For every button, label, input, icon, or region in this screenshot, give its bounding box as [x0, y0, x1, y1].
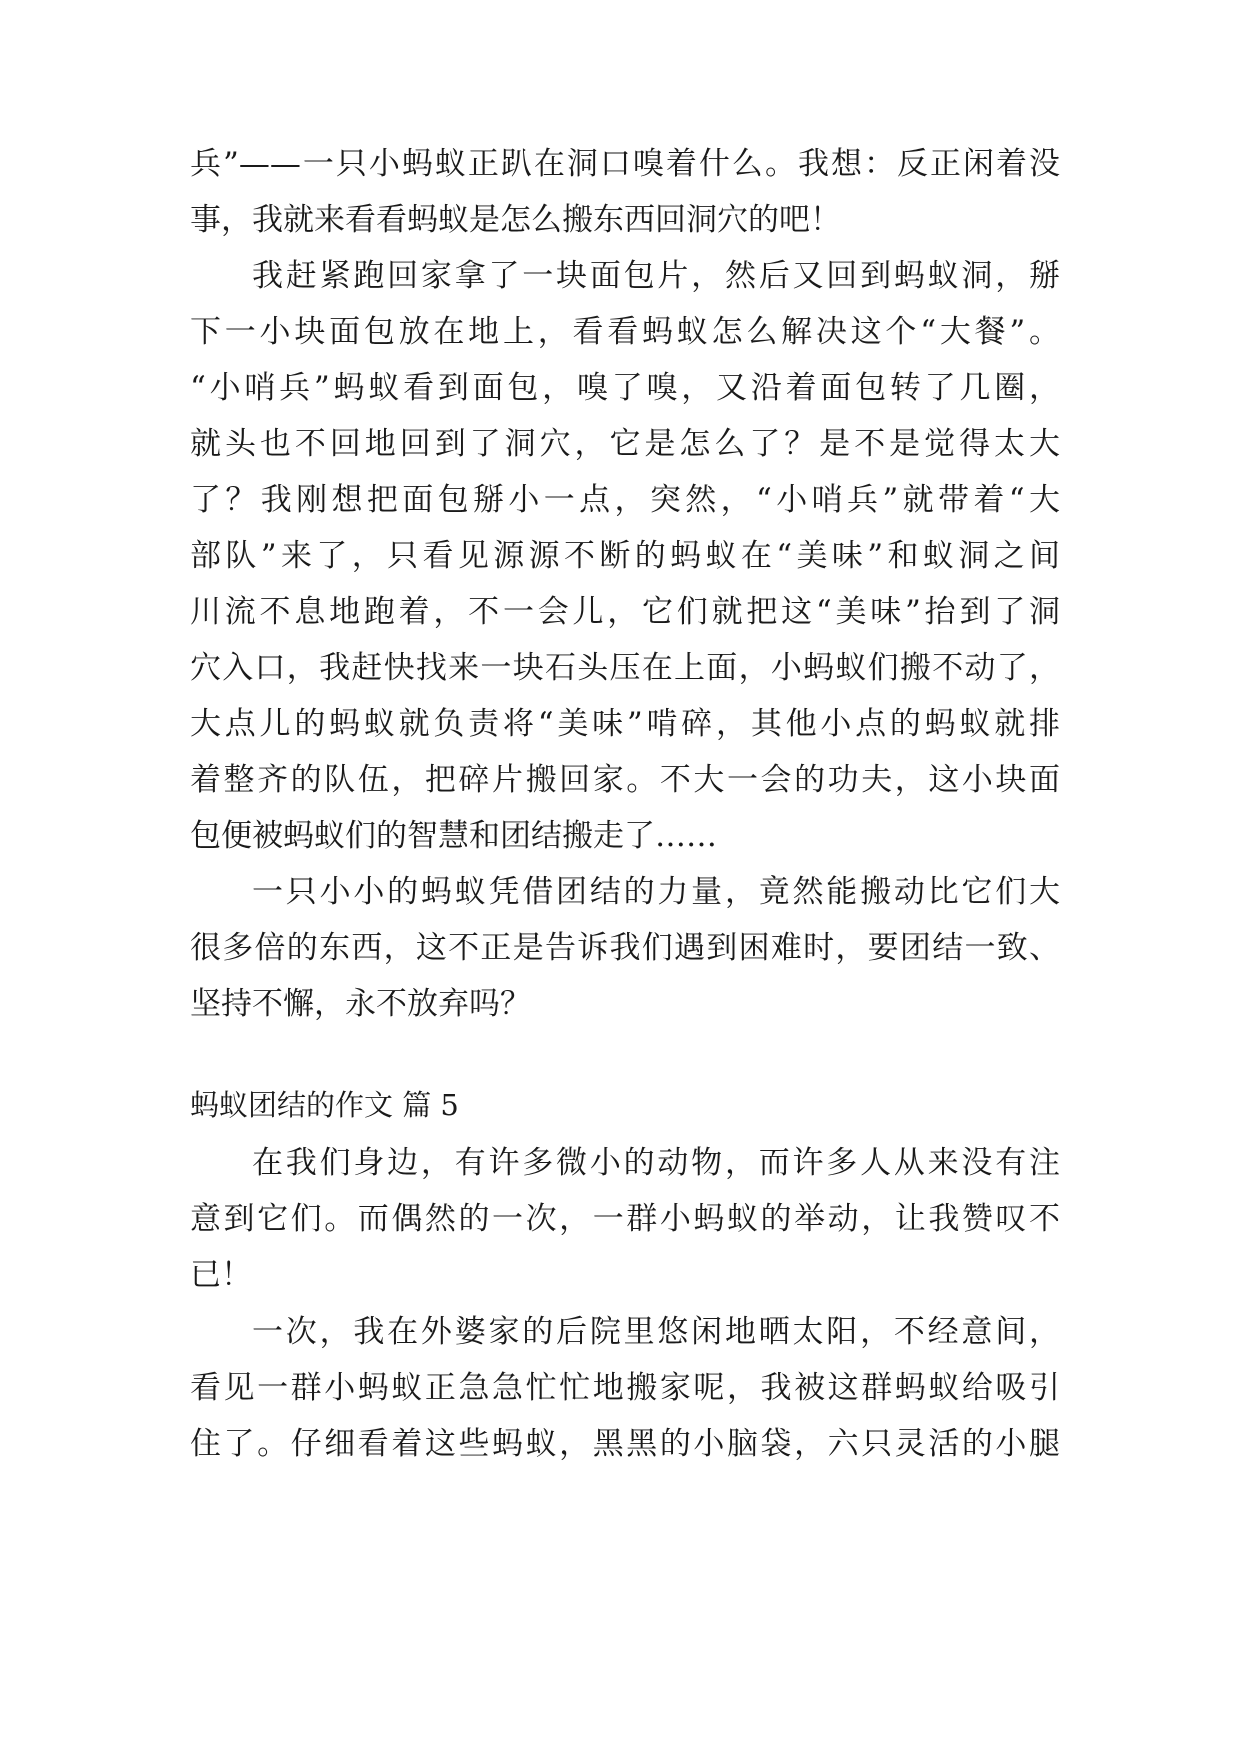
paragraph-line: 川流不息地跑着，不一会儿，它们就把这“美味”抬到了洞: [190, 594, 1060, 630]
paragraph-line: 包便被蚂蚁们的智慧和团结搬走了……: [190, 818, 717, 854]
paragraph-line: 事，我就来看看蚂蚁是怎么搬东西回洞穴的吧！: [190, 202, 841, 238]
paragraph-line: 兵”——一只小蚂蚁正趴在洞口嗅着什么。我想：反正闲着没: [190, 146, 1060, 182]
paragraph-line: 部队”来了，只看见源源不断的蚂蚁在“美味”和蚁洞之间: [190, 538, 1060, 574]
paragraph-line: 下一小块面包放在地上，看看蚂蚁怎么解决这个“大餐”。: [190, 314, 1060, 350]
paragraph-line: 穴入口，我赶快找来一块石头压在上面，小蚂蚁们搬不动了，: [190, 650, 1060, 686]
paragraph-line: 很多倍的东西，这不正是告诉我们遇到困难时，要团结一致、: [190, 930, 1060, 966]
paragraph-line: 坚持不懈，永不放弃吗？: [190, 986, 531, 1022]
paragraph-line: 着整齐的队伍，把碎片搬回家。不大一会的功夫，这小块面: [190, 762, 1060, 798]
paragraph-line: 在我们身边，有许多微小的动物，而许多人从来没有注: [252, 1145, 1060, 1181]
paragraph-line: 一只小小的蚂蚁凭借团结的力量，竟然能搬动比它们大: [252, 874, 1060, 910]
paragraph-line: “小哨兵”蚂蚁看到面包，嗅了嗅，又沿着面包转了几圈，: [190, 370, 1060, 406]
paragraph-line: 大点儿的蚂蚁就负责将“美味”啃碎，其他小点的蚂蚁就排: [190, 706, 1060, 742]
paragraph-line: 我赶紧跑回家拿了一块面包片，然后又回到蚂蚁洞，掰: [252, 258, 1060, 294]
paragraph-line: 看见一群小蚂蚁正急急忙忙地搬家呢，我被这群蚂蚁给吸引: [190, 1370, 1060, 1406]
section-title: 蚂蚁团结的作文 篇 5: [190, 1088, 459, 1122]
paragraph-line: 意到它们。而偶然的一次，一群小蚂蚁的举动，让我赞叹不: [190, 1201, 1060, 1237]
paragraph-line: 了？我刚想把面包掰小一点，突然，“小哨兵”就带着“大: [190, 482, 1060, 518]
paragraph-line: 住了。仔细看着这些蚂蚁，黑黑的小脑袋，六只灵活的小腿: [190, 1426, 1060, 1462]
paragraph-line: 就头也不回地回到了洞穴，它是怎么了？是不是觉得太大: [190, 426, 1060, 462]
paragraph-line: 已！: [190, 1257, 252, 1293]
paragraph-line: 一次，我在外婆家的后院里悠闲地晒太阳，不经意间，: [252, 1314, 1060, 1350]
